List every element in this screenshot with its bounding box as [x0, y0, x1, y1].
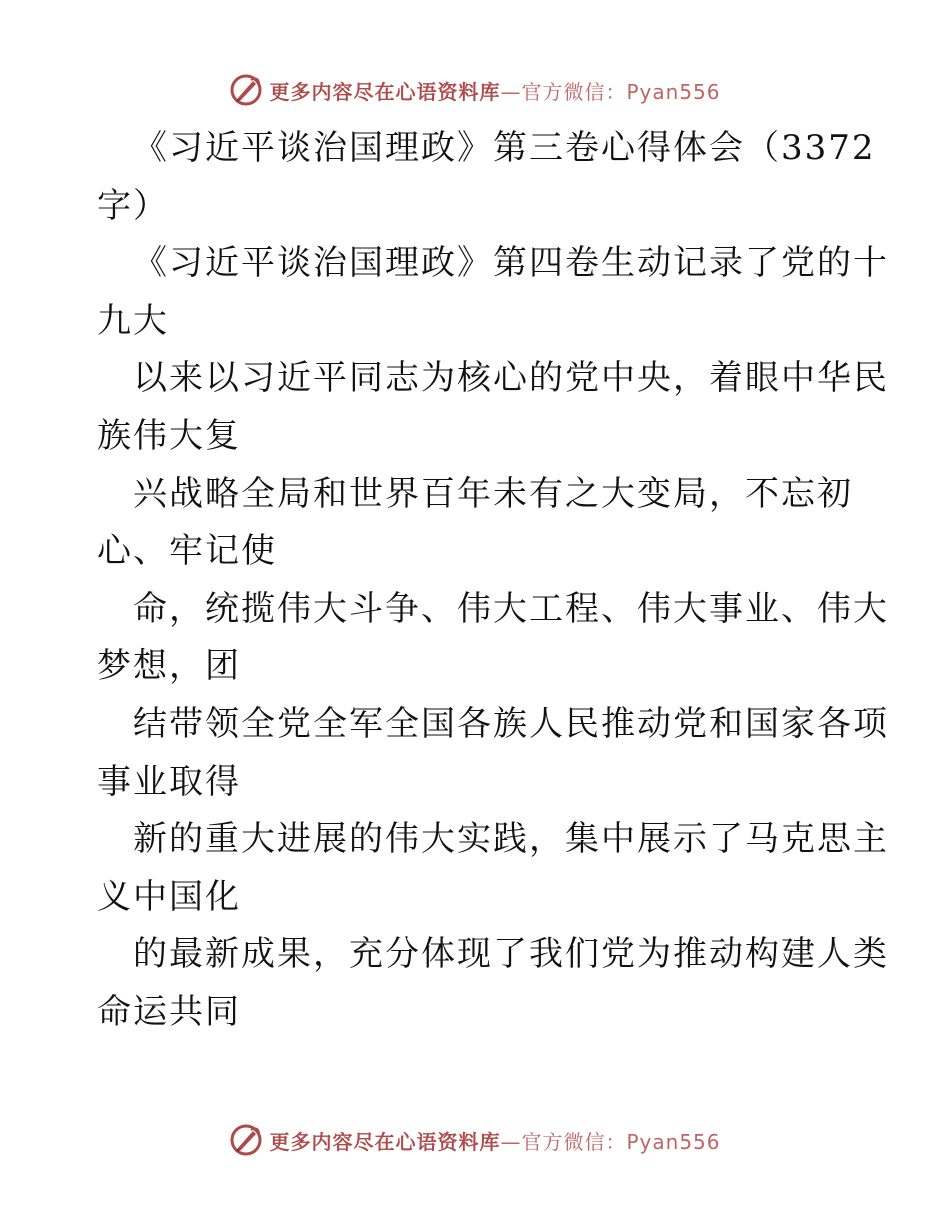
paragraph-line: 九大 — [97, 300, 169, 341]
paragraph-line: 命，统揽伟大斗争、伟大工程、伟大事业、伟大 — [133, 588, 889, 629]
paragraph-line: 族伟大复 — [97, 415, 241, 456]
paragraph-line: 兴战略全局和世界百年未有之大变局，不忘初 — [133, 473, 853, 514]
document-body — [97, 120, 889, 1042]
paragraph-line: 命运共同 — [97, 991, 241, 1032]
watermark-wechat-label: 官方微信： — [521, 79, 627, 104]
watermark-separator: — — [500, 79, 522, 104]
paragraph-line: 事业取得 — [97, 761, 241, 802]
watermark-text — [269, 1126, 720, 1155]
quill-pen-logo-icon — [229, 73, 263, 107]
paragraph-line: 心、牢记使 — [97, 531, 277, 572]
document-title-line-2: 字） — [97, 185, 169, 226]
quill-pen-logo-icon — [229, 1123, 263, 1157]
document-title-line-1: 《习近平谈治国理政》第三卷心得体会（3372 — [133, 128, 876, 168]
watermark-wechat-id: Pyan556 — [626, 1129, 721, 1154]
paragraph-line: 梦想，团 — [97, 646, 241, 687]
watermark-wechat-label: 官方微信： — [521, 1129, 627, 1154]
watermark-text — [269, 76, 720, 105]
watermark-separator: — — [500, 1129, 522, 1154]
paragraph-line: 新的重大进展的伟大实践，集中展示了马克思主 — [133, 819, 889, 860]
paragraph-line: 的最新成果，充分体现了我们党为推动构建人类 — [133, 934, 889, 975]
footer-watermark — [0, 1120, 950, 1160]
paragraph-line: 以来以习近平同志为核心的党中央，着眼中华民 — [133, 358, 889, 399]
header-watermark — [0, 70, 950, 110]
watermark-wechat-id: Pyan556 — [626, 79, 721, 104]
paragraph-line: 《习近平谈治国理政》第四卷生动记录了党的十 — [133, 243, 889, 284]
watermark-brand: 更多内容尽在心语资料库 — [269, 79, 501, 104]
watermark-brand: 更多内容尽在心语资料库 — [269, 1129, 501, 1154]
paragraph-line: 义中国化 — [97, 876, 241, 917]
paragraph-line: 结带领全党全军全国各族人民推动党和国家各项 — [133, 703, 889, 744]
